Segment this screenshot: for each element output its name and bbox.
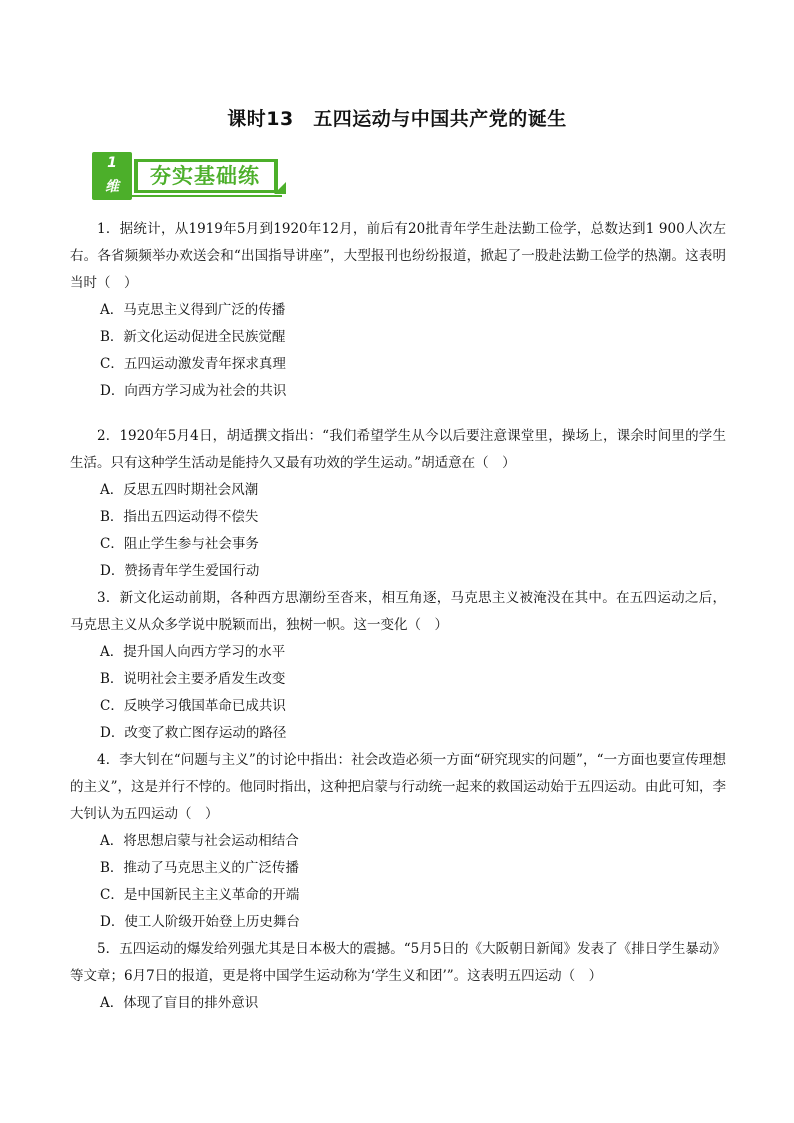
option-c: C．阻止学生参与社会事务 xyxy=(100,536,259,552)
question-1 xyxy=(70,216,726,405)
question-5 xyxy=(70,936,726,1017)
badge-number: 1 xyxy=(107,155,117,171)
question-2 xyxy=(70,423,726,585)
option-b: B．指出五四运动得不偿失 xyxy=(100,509,259,525)
option-b: B．说明社会主要矛盾发生改变 xyxy=(100,671,286,687)
option-c: C．五四运动激发青年探求真理 xyxy=(100,356,286,372)
spacer xyxy=(70,405,726,423)
option-d: D．赞扬青年学生爱国行动 xyxy=(100,563,260,579)
option-a: A．将思想启蒙与社会运动相结合 xyxy=(100,833,299,849)
option-c: C．是中国新民主主义革命的开端 xyxy=(100,887,300,903)
option-d: D．向西方学习成为社会的共识 xyxy=(100,383,287,399)
question-stem: 2．1920年5月4日，胡适撰文指出：“我们希望学生从今以后要注意课堂里，操场上，课余时间里的学生生活。只有这种学生活动是能持久又最有功效的学生运动。”胡适意在（ ） xyxy=(70,428,726,471)
question-stem: 1．据统计，从1919年5月到1920年12月，前后有20批青年学生赴法勤工俭学，总数达到1 900人次左右。各省频频举办欢送会和“出国指导讲座”，大型报刊也纷纷报道，掀起了一股赴法勤工俭学的热潮。这表明当时（ ） xyxy=(70,221,726,291)
question-list xyxy=(70,216,726,1017)
question-stem: 5．五四运动的爆发给列强尤其是日本极大的震撼。“5月5日的《大阪朝日新闻》发表了《排日学生暴动》等文章；6月7日的报道，更是将中国学生运动称为‘学生义和团’”。这表明五四运动（ ） xyxy=(70,941,726,984)
option-b: B．新文化运动促进全民族觉醒 xyxy=(100,329,286,345)
question-3 xyxy=(70,585,726,747)
question-stem: 3．新文化运动前期，各种西方思潮纷至沓来，相互角逐，马克思主义被淹没在其中。在五四运动之后，马克思主义从众多学说中脱颖而出，独树一帜。这一变化（ ） xyxy=(70,590,726,633)
badge-corner-arrow xyxy=(274,182,286,194)
option-d: D．使工人阶级开始登上历史舞台 xyxy=(100,914,300,930)
badge-dimension: 维 xyxy=(105,179,119,195)
option-a: A．体现了盲目的排外意识 xyxy=(100,995,259,1011)
option-b: B．推动了马克思主义的广泛传播 xyxy=(100,860,299,876)
option-a: A．马克思主义得到广泛的传播 xyxy=(100,302,286,318)
section-badge xyxy=(92,152,288,202)
option-a: A．反思五四时期社会风潮 xyxy=(100,482,259,498)
option-a: A．提升国人向西方学习的水平 xyxy=(100,644,286,660)
question-4 xyxy=(70,747,726,936)
page-title: 课时13 五四运动与中国共产党的诞生 xyxy=(227,108,567,130)
option-d: D．改变了救亡图存运动的路径 xyxy=(100,725,287,741)
badge-underline xyxy=(132,195,282,197)
option-c: C．反映学习俄国革命已成共识 xyxy=(100,698,286,714)
badge-label: 夯实基础练 xyxy=(150,164,260,188)
question-stem: 4．李大钊在“问题与主义”的讨论中指出：社会改造必须一方面“研究现实的问题”，“一方面也要宣传理想的主义”，这是并行不悖的。他同时指出，这种把启蒙与行动统一起来的救国运动始于五四运动。由此可知，李大钊认为五四运动（ ） xyxy=(70,752,726,822)
